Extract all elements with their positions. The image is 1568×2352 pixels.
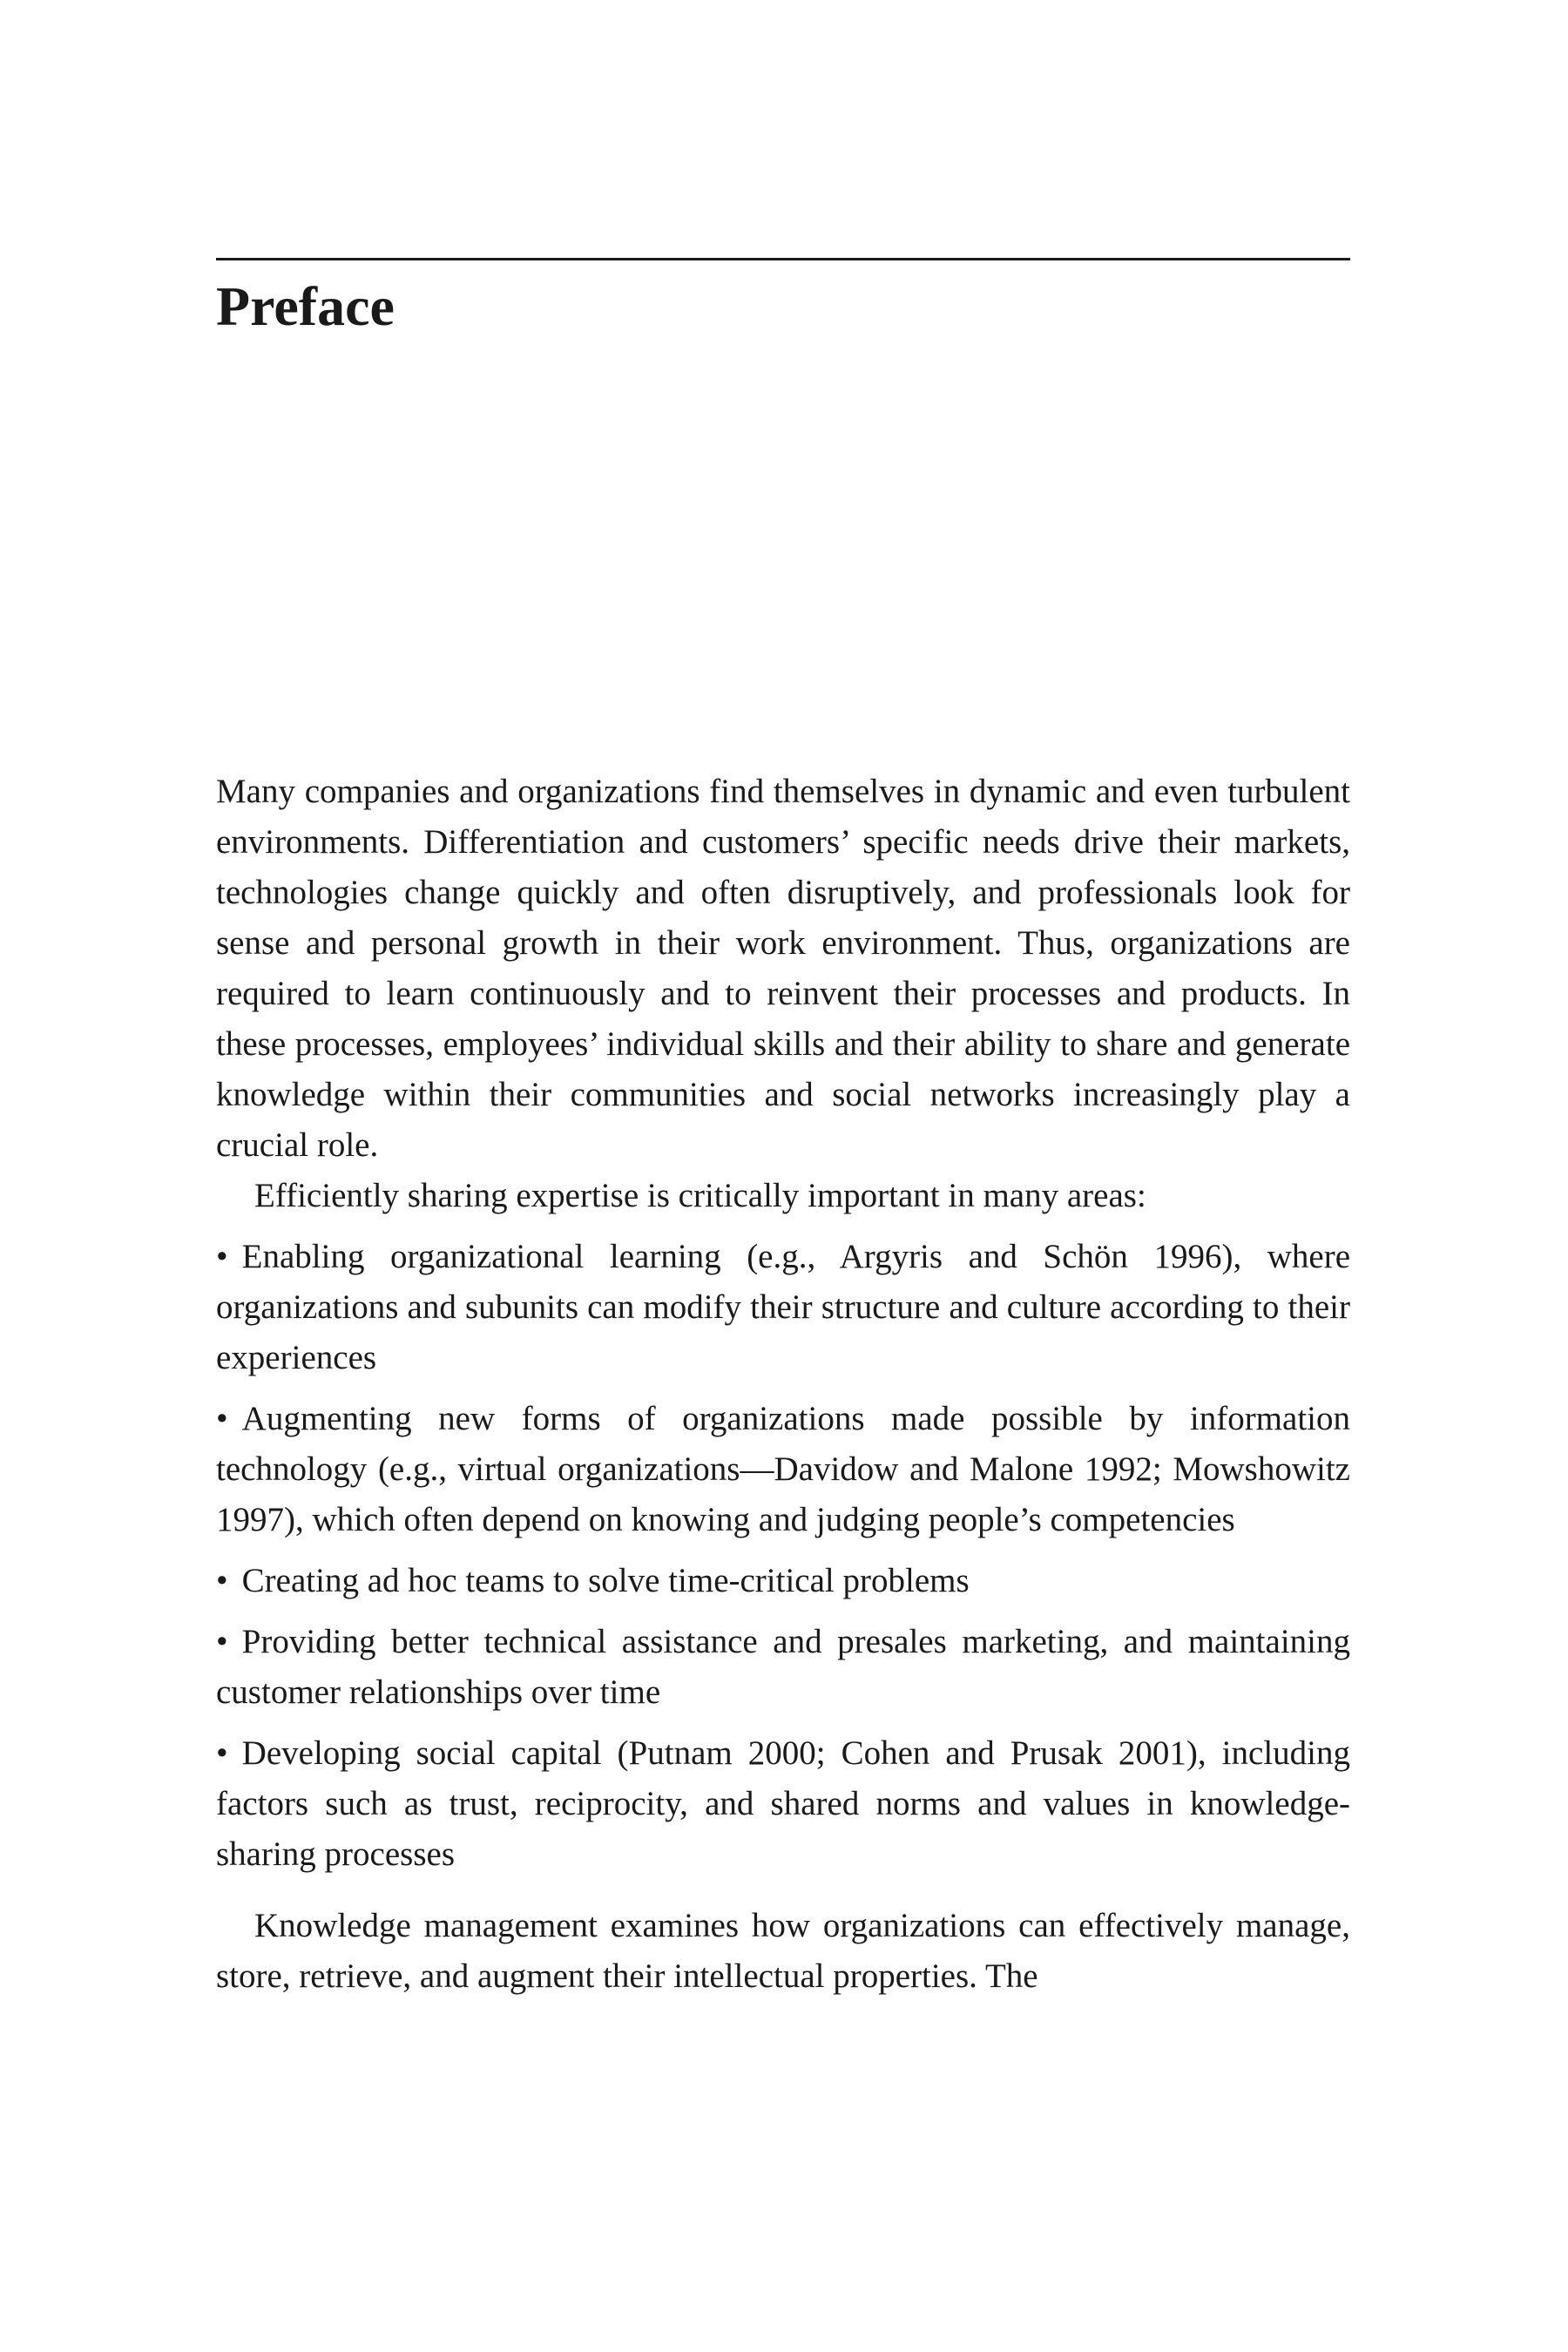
- bullet-item: [216, 1556, 1350, 1606]
- paragraph-knowledge-management: Knowledge management examines how organizations can effectively manage, store, retrieve, and augment their intellectual properties. The: [216, 1907, 1350, 1995]
- bullet-text: Creating ad hoc teams to solve time-critical problems: [241, 1562, 970, 1599]
- title-rule: [216, 258, 1350, 260]
- bullet-item: [216, 1232, 1350, 1383]
- bullet-icon: •: [216, 1623, 228, 1660]
- paragraph-intro: Many companies and organizations find themselves in dynamic and even turbulent environments. Differentiation and customers’ specific needs drive their markets, technologies change quickly and often disruptively, and professionals look for sense and personal growth in their work environment. Thus, organizations are required to learn continuously and to reinvent their processes and products. In these processes, employees’ individual skills and their ability to share and generate knowledge within their communities and social networks increasingly play a crucial role.: [216, 773, 1350, 1164]
- bullet-text: Developing social capital (Putnam 2000; Cohen and Prusak 2001), including factors such as trust, reciprocity, and shared norms and values in knowledge-sharing processes: [216, 1734, 1350, 1873]
- bullet-text: Providing better technical assistance and presales marketing, and maintaining customer relationships over time: [216, 1623, 1350, 1711]
- bullet-icon: •: [216, 1238, 228, 1275]
- bullet-item: [216, 1617, 1350, 1718]
- bullet-text: Enabling organizational learning (e.g., Argyris and Schön 1996), where organizations and subunits can modify their structure and culture according to their experiences: [216, 1238, 1350, 1376]
- bullet-icon: •: [216, 1400, 228, 1437]
- bullet-text: Augmenting new forms of organizations made possible by information technology (e.g., virtual organizations—Davidow and Malone 1992; Mowshowitz 1997), which often depend on knowing and judging people’s competencies: [216, 1400, 1350, 1538]
- bullet-item: [216, 1394, 1350, 1545]
- paragraph-expertise-lead: Efficiently sharing expertise is critically important in many areas:: [254, 1177, 1146, 1214]
- bullet-icon: •: [216, 1562, 228, 1599]
- bullet-item: [216, 1728, 1350, 1880]
- page-title: Preface: [216, 275, 395, 337]
- bullet-icon: •: [216, 1734, 228, 1772]
- body-text: [216, 767, 1350, 2002]
